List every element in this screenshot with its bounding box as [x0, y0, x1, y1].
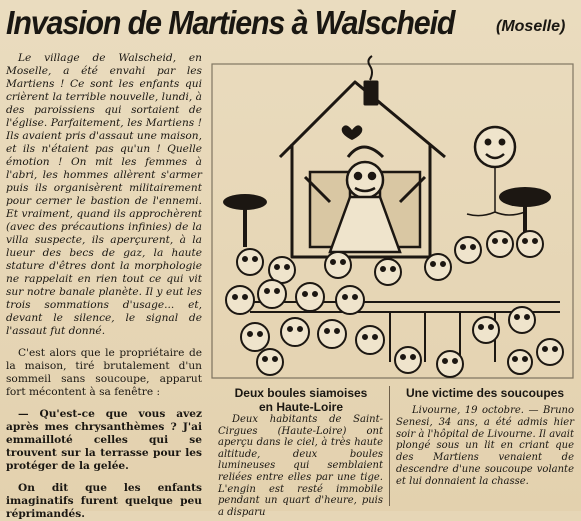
heart-icon [342, 125, 363, 140]
flower-face-6 [455, 237, 481, 263]
headline-subtitle: (Moselle) [496, 18, 566, 35]
flower-face-1 [237, 249, 263, 275]
story-mid-title-line-2: en Haute-Loire [258, 400, 343, 414]
flower-face-22 [537, 339, 563, 365]
flower-face-9 [226, 286, 254, 314]
martian-in-window [305, 147, 425, 252]
flower-face-19 [437, 351, 463, 377]
flower-face-16 [356, 326, 384, 354]
tree-left-icon [223, 194, 267, 247]
flower-face-13 [241, 323, 269, 351]
flower-face-3 [325, 252, 351, 278]
story-right-title: Une victime des soucoupes [405, 386, 565, 400]
main-article [6, 52, 202, 520]
headline-main: Invasion de Martiens à Walscheid [6, 4, 455, 41]
story-mid-body: Deux habitants de Saint-Cirgues (Haute-Loire) ont aperçu dans le ciel, à très haute altitude, deux boules lumineuses qui semblaient reliées entre elles par une tige. L'engin est resté immobile pendant un quart d'heure, puis a disparu [218, 414, 383, 518]
article-paragraph-2: C'est alors que le propriétaire de la maison, tiré brutalement d'un sommeil sans soucoupe, apparut fort mécontent à sa fenêtre : [6, 347, 202, 398]
article-paragraph-1: Le village de Walscheid, en Moselle, a été envahi par les Martiens ! Ce sont les enfants qui crièrent la terrible nouvelle, lundi, à des paroissiens qui sortaient de l'église. Parfaitement, les Martiens ! Ils avaient pris d'assaut une maison, et ils n'étaient pas qu'un ! Quelle émotion ! On mit les femmes à l'abri, les hommes allèrent s'armer puis ils organisèrent militairement pour cerner le bastion de l'ennemi. Et vraiment, quand ils approchèrent (avec des précautions infinies) de la villa suspecte, ils aperçurent, à la lueur des becs de gaz, la haute stature d'êtres dont la morphologie ne rappelait en rien tout ce qui vit sur notre banale planète. Il y eut les trois sommations d'usage... et, devant le silence, le signal de l'assaut fut donné. [6, 52, 202, 337]
flower-face-4 [375, 259, 401, 285]
story-right-body: Livourne, 19 octobre. — Bruno Senesi, 34 ans, a été admis hier soir à l'hôpital de Livourne. Il avait plongé sous un lit en criant que des Martiens venaient de descendre d'une soucoupe volante et lui donnaient la chasse. [396, 405, 574, 487]
flower-face-17 [257, 349, 283, 375]
flower-face-14 [281, 318, 309, 346]
flower-face-5 [425, 254, 451, 280]
flower-face-8 [517, 231, 543, 257]
article-paragraph-3: — Qu'est-ce que vous avez après mes chrysanthèmes ? J'ai emmailloté celles qui se trouvent sur la terrasse pour les protéger de la gelée. [6, 408, 202, 472]
article-paragraph-4: On dit que les enfants imaginatifs furent quelque peu réprimandés. [6, 482, 202, 520]
flower-face-20 [473, 317, 499, 343]
headline [6, 4, 576, 46]
flower-face-12 [336, 286, 364, 314]
cartoon-illustration [210, 62, 575, 380]
flower-face-7 [487, 231, 513, 257]
flower-face-10 [258, 280, 286, 308]
story-mid-title [216, 386, 386, 414]
flower-face-23 [508, 350, 532, 374]
flower-face-21 [509, 307, 535, 333]
flower-face-18 [395, 347, 421, 373]
flower-face-15 [318, 320, 346, 348]
column-divider [389, 386, 390, 506]
story-mid-title-line-1: Deux boules siamoises [234, 386, 368, 400]
flower-face-11 [296, 283, 324, 311]
